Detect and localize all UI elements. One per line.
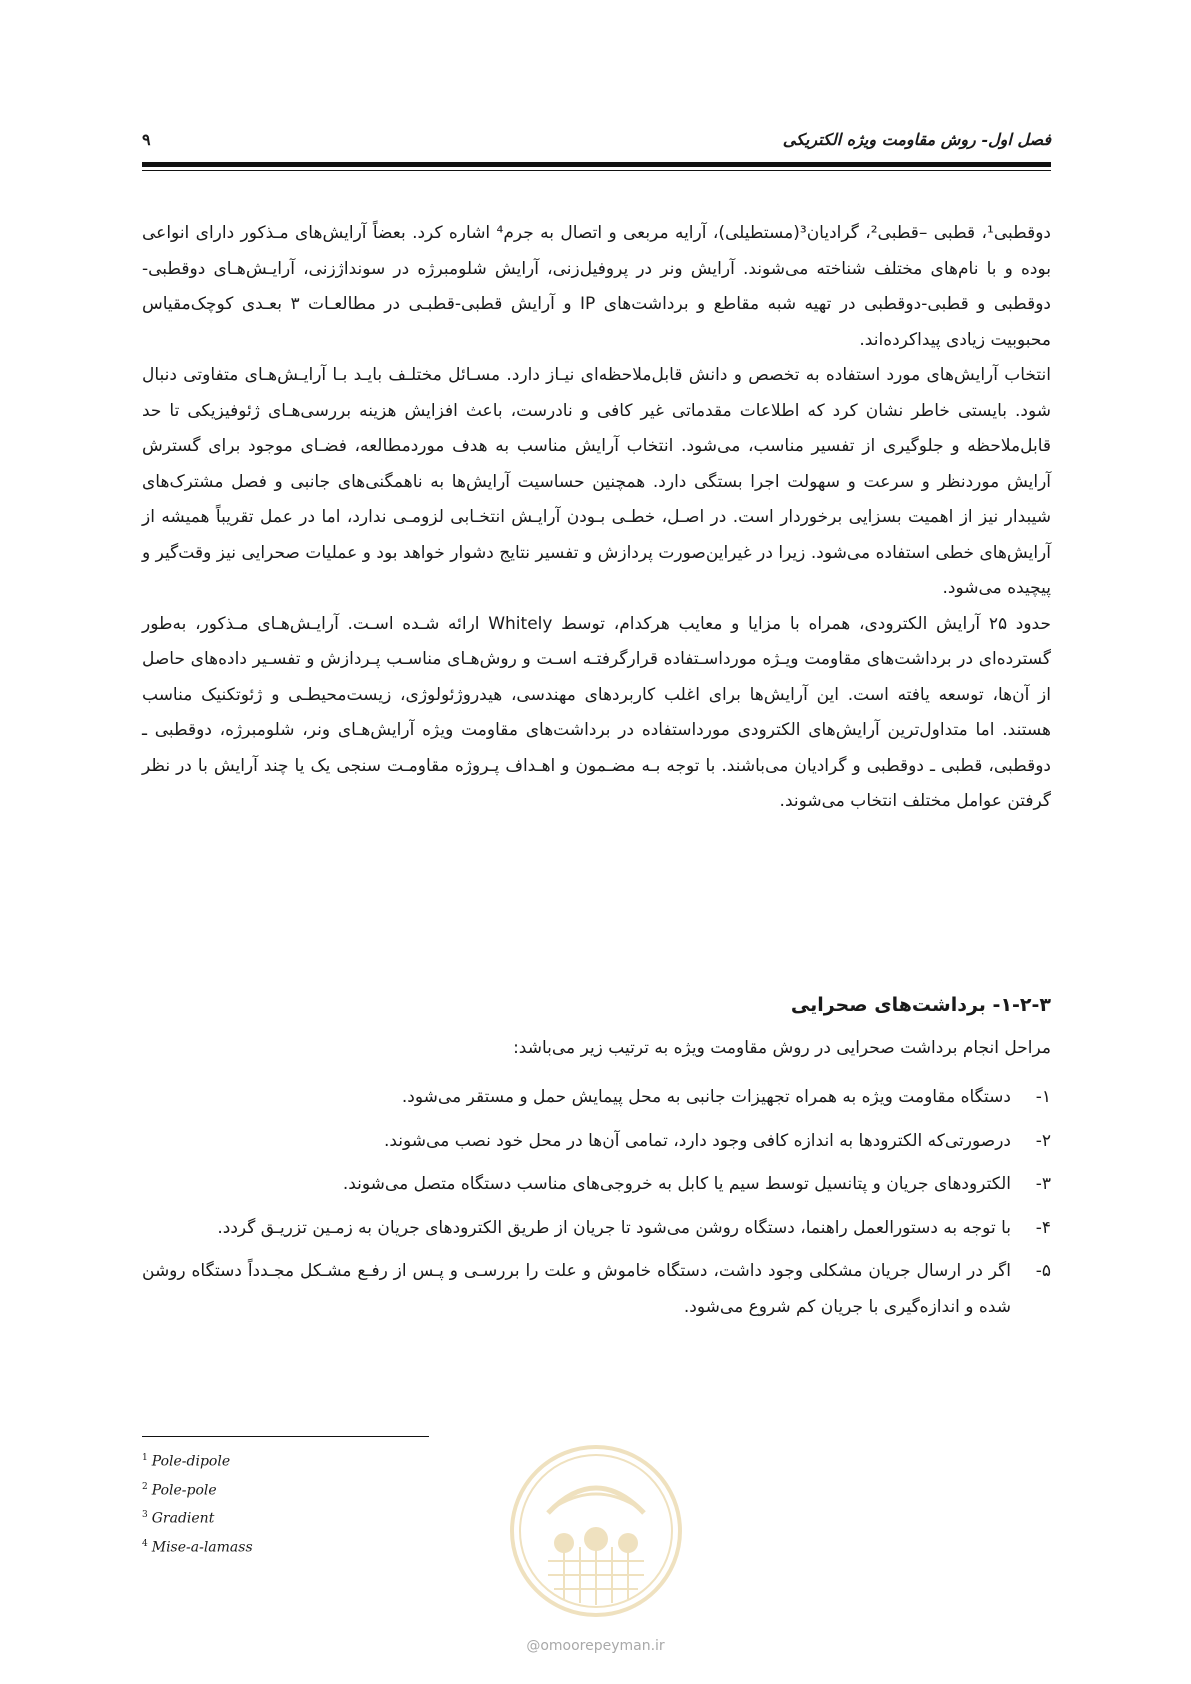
list-item: [142, 1124, 1051, 1160]
footnote: [142, 1475, 253, 1504]
footnote: [142, 1446, 253, 1475]
footnote-text: Mise-a-lamass: [151, 1539, 253, 1556]
section-intro: مراحل انجام برداشت صحرایی در روش مقاومت ویژه به ترتیب زیر می‌باشد:: [513, 1038, 1051, 1058]
list-item-number: ۳-: [1035, 1174, 1051, 1194]
list-item-number: ۱-: [1035, 1087, 1051, 1107]
list-item-text: اگر در ارسال جریان مشکلی وجود داشت، دستگاه خاموش و علت را بررسـی و پـس از رفـع مشـکل مجـدداً دستگاه روشن شده و اندازه‌گیری با جریان کم شروع می‌شود.: [142, 1261, 1011, 1317]
list-item-number: ۲-: [1035, 1130, 1051, 1151]
paragraph-2: انتخاب آرایش‌های مورد استفاده به تخصص و دانش قابل‌ملاحظه‌ای نیـاز دارد. مسـائل مختلـف بایـد بـا آرایـش‌هـای متفاوتی دنبال شود. بایستی خاطر نشان کرد که اطلاعات مقدماتی غیر کافی و نادرست، باعث افزایش هزینه بررسی‌هـای ژئوفیزیکی تا حد قابل‌ملاحظه و جلوگیری از تفسیر مناسب، می‌شود. انتخاب آرایش مناسب به هدف موردمطالعه، فضـای موجود برای گسترش آرایش موردنظر و سرعت و سهولت اجرا بستگی دارد. همچنین حساسیت آرایش‌ها به ناهمگنی‌های جانبی و فصل مشترک‌های شیبدار نیز از اهمیت بسزایی برخوردار است. در اصـل، خطـی بـودن آرایـش انتخـابی لزومـی ندارد، اما در عمل تقریباً همیشه از آرایش‌های خطی استفاده می‌شود. زیرا در غیراین‌صورت پردازش و تفسیر نتایج دشوار خواهد بود و عملیات صحرایی نیز وقت‌گیر و پیچیده می‌شود.: [142, 365, 1051, 598]
steps-list: [142, 1080, 1051, 1333]
list-item-text: با توجه به دستورالعمل راهنما، دستگاه روشن می‌شود تا جریان از طریق الکترودهای جریان به زمـین تزریـق گردد.: [217, 1217, 1011, 1238]
header-rule-thick: [142, 162, 1051, 167]
list-item: [142, 1080, 1051, 1116]
footnote-mark: 3: [142, 1510, 148, 1521]
footnotes: [142, 1446, 253, 1561]
page-number: ۹: [142, 130, 151, 149]
footnote: [142, 1532, 253, 1561]
running-header: [142, 128, 1051, 158]
body-text: [142, 216, 1051, 820]
section-heading: ۱-۲-۳- برداشت‌های صحرایی: [790, 994, 1051, 1016]
footnote-text: Pole-pole: [151, 1482, 217, 1499]
footnote: [142, 1503, 253, 1532]
list-item-number: ۵-: [1035, 1261, 1051, 1281]
header-rule-thin: [142, 170, 1051, 171]
footnote-mark: 4: [142, 1538, 148, 1549]
paragraph-1: دوقطبی¹، قطبی –قطبی²، گرادیان³(مستطیلی)، آرایه مربعی و اتصال به جرم⁴ اشاره کرد. بعضاً آرایش‌های مـذکور دارای انواعی بوده و با نام‌های مختلف شناخته می‌شوند. آرایش ونر در پروفیل‌زنی، آرایش شلومبرژه در سونداژزنی، آرایـش‌هـای دوقطبی-دوقطبی و قطبی-دوقطبی در تهیه شبه مقاطع و برداشت‌های IP و آرایش قطبی-قطبـی در مطالعـات ۳ بعـدی کوچک‌مقیاس محبوبیت زیادی پیداکرده‌اند.: [142, 223, 1051, 350]
footnote-mark: 2: [142, 1481, 148, 1492]
footnote-rule: [142, 1436, 429, 1437]
footnote-text: Gradient: [151, 1510, 215, 1527]
watermark-seal-icon: [508, 1443, 684, 1619]
list-item: [142, 1254, 1051, 1325]
list-item-number: ۴-: [1035, 1217, 1051, 1238]
list-item-text: درصورتی‌که الکترودها به اندازه کافی وجود دارد، تمامی آن‌ها در محل خود نصب می‌شوند.: [383, 1130, 1011, 1151]
paragraph-3: حدود ۲۵ آرایش الکترودی، همراه با مزایا و معایب هرکدام، توسط Whitely ارائه شـده اسـت. آرایـش‌هـای مـذکور، به‌طور گسترده‌ای در برداشت‌های مقاومت ویـژه مورداسـتفاده قرارگرفتـه اسـت و روش‌هـای مناسـب پـردازش و تفسـیر داده‌های حاصل از آن‌ها، توسعه یافته است. این آرایش‌ها برای اغلب کاربردهای مهندسی، هیدروژئولوژی، زیست‌محیطـی و ژئوتکنیک مناسب هستند. اما متداول‌ترین آرایش‌های الکترودی مورداستفاده در برداشت‌های مقاومت ویژه آرایش‌هـای ونر، شلومبرژه، دوقطبی ـ دوقطبی، قطبی ـ دوقطبی و گرادیان می‌باشند. با توجه بـه مضـمون و اهـداف پـروژه مقاومـت سنجی یک یا چند آرایش با در نظر گرفتن عوامل مختلف انتخاب می‌شوند.: [142, 613, 1051, 811]
list-item-text: الکترودهای جریان و پتانسیل توسط سیم یا کابل به خروجی‌های مناسب دستگاه متصل می‌شوند.: [342, 1174, 1011, 1194]
list-item-text: دستگاه مقاومت ویژه به همراه تجهیزات جانبی به محل پیمایش حمل و مستقر می‌شود.: [401, 1087, 1011, 1107]
list-item: [142, 1211, 1051, 1247]
footnote-text: Pole-dipole: [151, 1453, 231, 1470]
list-item: [142, 1167, 1051, 1203]
chapter-title: فصل اول- روش مقاومت ویژه الکتریکی: [782, 130, 1051, 149]
watermark-url: @omoorepeyman.ir: [526, 1638, 665, 1654]
footnote-mark: 1: [142, 1453, 148, 1463]
